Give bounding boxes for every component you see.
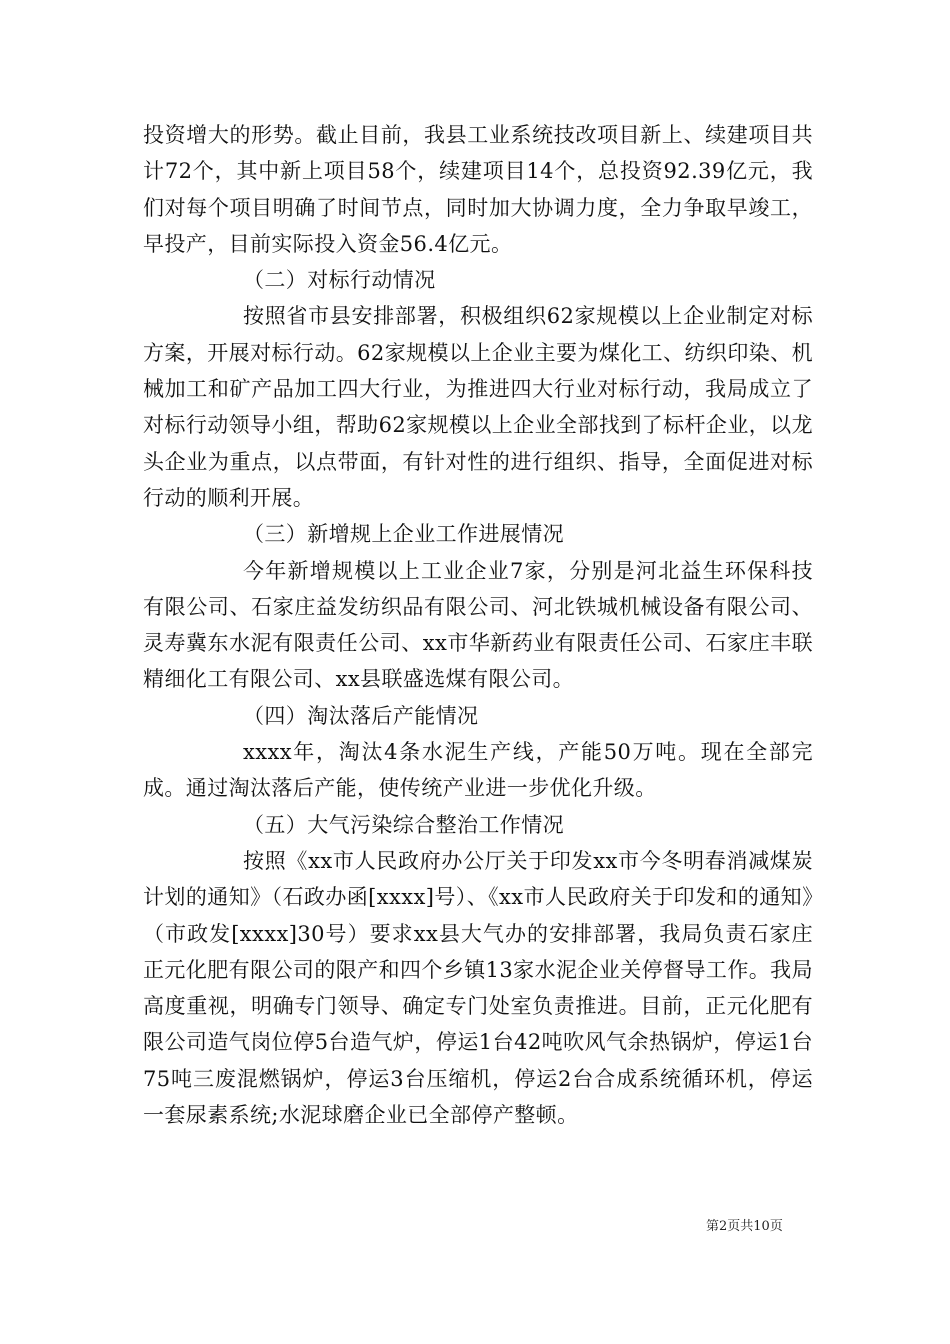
paragraph-capacity-elimination: xxxx年，淘汰4条水泥生产线，产能50万吨。现在全部完成。通过淘汰落后产能，使传统产业进一步优化升级。: [143, 740, 813, 801]
heading-benchmarking: （二）对标行动情况: [243, 268, 436, 293]
heading-new-enterprises: （三）新增规上企业工作进展情况: [243, 522, 564, 547]
paragraph-investment: 投资增大的形势。截止目前，我县工业系统技改项目新上、续建项目共计72个，其中新上项目58个，续建项目14个，总投资92.39亿元，我们对每个项目明确了时间节点，同时加大协调力度，全力争取早竣工，早投产，目前实际投入资金56.4亿元。: [143, 123, 814, 256]
paragraph-air-pollution: 按照《xx市人民政府办公厅关于印发xx市今冬明春消减煤炭计划的通知》（石政办函[xxxx]号）、《xx市人民政府关于印发和的通知》（市政发[xxxx]30号）要求xx县大气办的安排部署，我局负责石家庄正元化肥有限公司的限产和四个乡镇13家水泥企业关停督导工作。我局高度重视，明确专门领导、确定专门处室负责推进。目前，正元化肥有限公司造气岗位停5台造气炉，停运1台42吨吹风气余热锅炉，停运1台75吨三废混燃锅炉，停运3台压缩机，停运2台合成系统循环机，停运一套尿素系统;水泥球磨企业已全部停产整顿。: [143, 848, 813, 1128]
heading-air-pollution: （五）大气污染综合整治工作情况: [243, 812, 564, 837]
heading-capacity-elimination: （四）淘汰落后产能情况: [243, 703, 479, 728]
paragraph-benchmarking: 按照省市县安排部署，积极组织62家规模以上企业制定对标方案，开展对标行动。62家规模以上企业主要为煤化工、纺织印染、机械加工和矿产品加工四大行业，为推进四大行业对标行动，我局成立了对标行动领导小组，帮助62家规模以上企业全部找到了标杆企业，以龙头企业为重点，以点带面，有针对性的进行组织、指导，全面促进对标行动的顺利开展。: [143, 304, 813, 510]
paragraph-new-enterprises: 今年新增规模以上工业企业7家，分别是河北益生环保科技有限公司、石家庄益发纺织品有限公司、河北铁城机械设备有限公司、灵寿冀东水泥有限责任公司、xx市华新药业有限责任公司、石家庄丰联精细化工有限公司、xx县联盛选煤有限公司。: [143, 558, 813, 692]
page-number: 第2页共10页: [706, 1219, 783, 1234]
document-body: [143, 117, 813, 1133]
